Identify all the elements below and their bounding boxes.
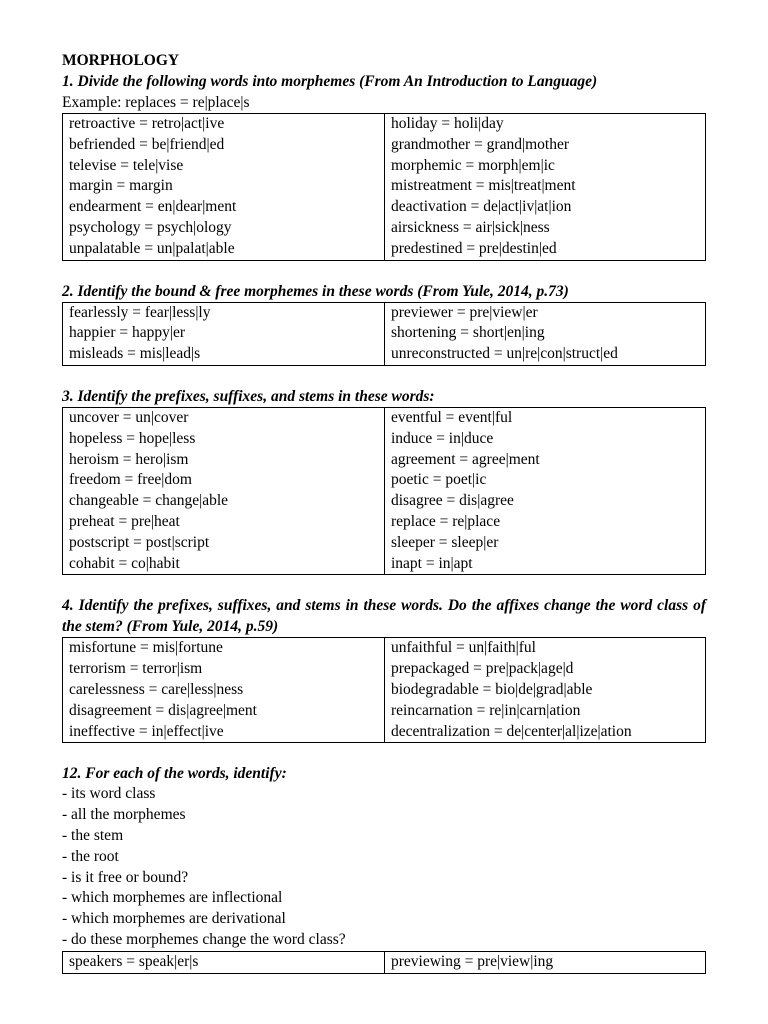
table-cell: previewer = pre|view|er	[391, 303, 538, 321]
list-item: - the root	[62, 847, 119, 865]
section-3-heading: 3. Identify the prefixes, suffixes, and stems in these words:	[62, 387, 435, 405]
section-2-right-column	[385, 302, 706, 365]
section-2-left-column	[63, 302, 385, 365]
table-cell: unfaithful = un|faith|ful	[391, 639, 536, 657]
section-4-left-column	[63, 638, 385, 743]
section-12-left-column	[63, 951, 385, 973]
table-cell: misleads = mis|lead|s	[69, 345, 201, 363]
section-3-left-column	[63, 407, 385, 574]
table-cell: ineffective = in|effect|ive	[69, 722, 224, 740]
table-cell: morphemic = morph|em|ic	[391, 156, 555, 174]
section-12-right-column	[385, 951, 706, 973]
section-1-right-column	[385, 114, 706, 261]
section-4-heading: 4. Identify the prefixes, suffixes, and stems in these words. Do the affixes change the word class of the stem? (From Yule, 2014, p.59)	[62, 597, 706, 636]
table-cell: retroactive = retro|act|ive	[69, 115, 225, 132]
table-cell: shortening = short|en|ing	[391, 324, 545, 342]
table-cell: sleeper = sleep|er	[391, 533, 499, 551]
table-cell: mistreatment = mis|treat|ment	[391, 177, 576, 195]
table-cell: carelessness = care|less|ness	[69, 680, 244, 698]
table-cell: misfortune = mis|fortune	[69, 639, 223, 657]
list-item: - all the morphemes	[62, 806, 186, 824]
table-cell: happier = happy|er	[69, 324, 185, 342]
section-4-table	[62, 637, 706, 743]
table-cell: fearlessly = fear|less|ly	[69, 303, 211, 321]
table-cell: reincarnation = re|in|carn|ation	[391, 701, 581, 719]
table-cell: cohabit = co|habit	[69, 554, 180, 572]
table-cell: postscript = post|script	[69, 533, 210, 551]
section-2-table	[62, 302, 706, 366]
table-cell: disagree = dis|agree	[391, 492, 514, 510]
table-cell: airsickness = air|sick|ness	[391, 218, 550, 236]
list-item: - do these morphemes change the word class?	[62, 930, 346, 948]
list-item: - the stem	[62, 826, 124, 844]
section-12-heading: 12. For each of the words, identify:	[62, 765, 287, 783]
table-cell: predestined = pre|destin|ed	[391, 239, 557, 257]
section-12-table	[62, 951, 706, 974]
table-cell: speakers = speak|er|s	[69, 952, 199, 970]
section-3-table	[62, 407, 706, 575]
table-cell: unreconstructed = un|re|con|struct|ed	[391, 345, 618, 363]
table-cell: televise = tele|vise	[69, 156, 184, 174]
table-cell: decentralization = de|center|al|ize|ation	[391, 722, 632, 740]
table-cell: replace = re|place	[391, 512, 501, 530]
document-page	[62, 50, 706, 974]
table-cell: holiday = holi|day	[391, 115, 504, 132]
table-cell: inapt = in|apt	[391, 554, 473, 572]
table-cell: terrorism = terror|ism	[69, 660, 203, 678]
list-item: - which morphemes are inflectional	[62, 889, 283, 907]
list-item: - its word class	[62, 785, 156, 803]
table-cell: heroism = hero|ism	[69, 450, 189, 468]
section-12-bullet-list	[62, 784, 706, 950]
table-cell: changeable = change|able	[69, 492, 229, 510]
table-cell: freedom = free|dom	[69, 471, 192, 489]
table-cell: agreement = agree|ment	[391, 450, 540, 468]
table-cell: unpalatable = un|palat|able	[69, 239, 235, 257]
list-item: - which morphemes are derivational	[62, 910, 286, 928]
section-2-heading: 2. Identify the bound & free morphemes in these words (From Yule, 2014, p.73)	[62, 282, 569, 300]
section-4-right-column	[385, 638, 706, 743]
table-cell: befriended = be|friend|ed	[69, 135, 225, 153]
table-cell: disagreement = dis|agree|ment	[69, 701, 257, 719]
list-item: - is it free or bound?	[62, 868, 189, 886]
document-title: MORPHOLOGY	[62, 52, 180, 69]
section-1-heading: 1. Divide the following words into morphemes (From An Introduction to Language)	[62, 73, 598, 90]
table-cell: preheat = pre|heat	[69, 512, 180, 530]
table-cell: induce = in|duce	[391, 429, 494, 447]
table-cell: grandmother = grand|mother	[391, 135, 569, 153]
table-cell: margin = margin	[69, 177, 173, 195]
table-cell: biodegradable = bio|de|grad|able	[391, 680, 593, 698]
section-1-left-column	[63, 114, 385, 261]
table-cell: deactivation = de|act|iv|at|ion	[391, 198, 572, 216]
table-cell: prepackaged = pre|pack|age|d	[391, 660, 574, 678]
table-cell: psychology = psych|ology	[69, 218, 232, 236]
table-cell: eventful = event|ful	[391, 408, 513, 426]
section-1-table	[62, 113, 706, 261]
table-cell: poetic = poet|ic	[391, 471, 487, 489]
table-cell: hopeless = hope|less	[69, 429, 196, 447]
table-cell: previewing = pre|view|ing	[391, 952, 554, 970]
section-3-right-column	[385, 407, 706, 574]
table-cell: uncover = un|cover	[69, 408, 189, 426]
section-1-example: Example: replaces = re|place|s	[62, 94, 250, 111]
table-cell: endearment = en|dear|ment	[69, 198, 237, 216]
